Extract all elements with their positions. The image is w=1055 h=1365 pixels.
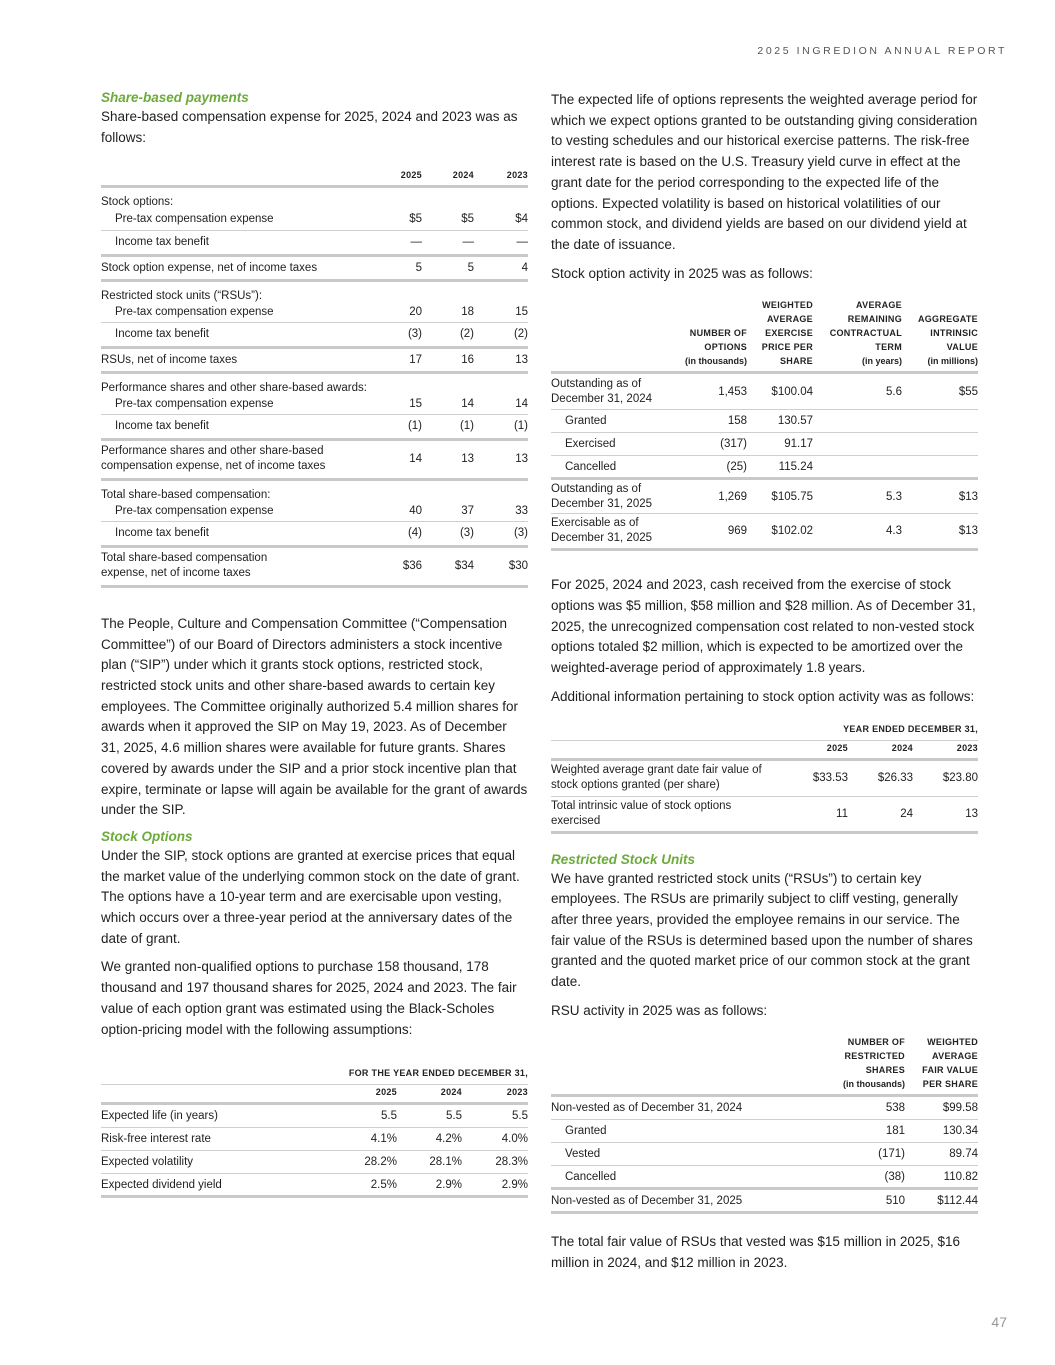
column-header-weighted-average-price: WEIGHTED AVERAGE EXERCISE PRICE PER SHARE <box>747 298 813 373</box>
compensation-expense-table <box>101 168 528 588</box>
table-section-label: Total share-based compensation: <box>101 488 271 501</box>
table-row: Granted 158 130.57 <box>551 410 978 433</box>
paragraph-additional-info: Additional information pertaining to stock option activity was as follows: <box>551 688 975 704</box>
table-header-row <box>101 168 528 187</box>
heading-share-based-payments: Share-based payments <box>101 90 249 105</box>
table-row: Total intrinsic value of stock options exercised 11 24 13 <box>551 796 978 832</box>
table-row: Pre-tax compensation expense $5 $5 $4 <box>101 208 528 230</box>
column-header-intrinsic-value: AGGREGATE INTRINSIC VALUE (in millions) <box>902 298 978 373</box>
table-section-label: Restricted stock units (“RSUs”): <box>101 289 263 302</box>
table-row-total: Total share-based compensation expense, net of income taxes $36 $34 $30 <box>101 546 528 586</box>
table-row: Pre-tax compensation expense 40 37 33 <box>101 501 528 521</box>
heading-stock-options: Stock Options <box>101 828 193 844</box>
table-row: Weighted average grant date fair value of stock options granted (per share) $33.53 $26.33 $23.80 <box>551 759 978 796</box>
table-row: Pre-tax compensation expense 20 18 15 <box>101 302 528 322</box>
right-column <box>551 90 978 1282</box>
table-row-subtotal: Outstanding as of December 31, 2025 1,269 $105.75 5.3 $13 <box>551 479 978 514</box>
left-column <box>101 90 528 1198</box>
table-row-subtotal: RSUs, net of income taxes 17 16 13 <box>101 347 528 372</box>
column-header-restricted-shares: NUMBER OF RESTRICTED SHARES (in thousands) <box>815 1035 905 1096</box>
year-header: 2025 <box>329 1085 397 1104</box>
table-row: Income tax benefit (1) (1) (1) <box>101 414 528 439</box>
table-row: Expected volatility 28.2% 28.1% 28.3% <box>101 1151 528 1174</box>
table-section-label: Performance shares and other share-based awards: <box>101 381 367 394</box>
table-row: Outstanding as of December 31, 2024 1,453 $100.04 5.6 $55 <box>551 373 978 410</box>
stock-option-activity-table <box>551 298 978 551</box>
assumptions-table <box>101 1066 528 1198</box>
year-header: 2024 <box>397 1085 462 1104</box>
table-row: Income tax benefit (3) (2) (2) <box>101 322 528 347</box>
paragraph-stock-option-activity: Stock option activity in 2025 was as follows: <box>551 265 813 281</box>
year-header: 2024 <box>422 168 474 187</box>
year-header: 2024 <box>848 740 913 759</box>
table-row-total: Exercisable as of December 31, 2025 969 $102.02 4.3 $13 <box>551 514 978 550</box>
year-header: 2023 <box>474 168 528 187</box>
table-row: Non-vested as of December 31, 2024 538 $99.58 <box>551 1096 978 1120</box>
paragraph-total-fair-value: The total fair value of RSUs that vested was $15 million in 2025, $16 million in 2024, and $12 million in 2023. <box>551 1234 960 1271</box>
column-header-remaining-term: AVERAGE REMAINING CONTRACTUAL TERM (in years) <box>813 298 902 373</box>
paragraph-share-based-intro: Share-based compensation expense for 2025, 2024 and 2023 was as follows: <box>101 109 518 145</box>
table-row: Expected life (in years) 5.5 5.5 5.5 <box>101 1104 528 1128</box>
paragraph-expected-life: The expected life of options represents the weighted average period for which we expect options granted to be outstanding giving consideration to vesting schedules and our historical exercise patterns. The risk-free interest rate is based on the U.S. Treasury yield curve in effect at the grant date for the period corresponding to the expected life of the options. Expected volatility is based on historical volatilities of our common stock, and dividend yields are based on our dividend yield at the date of issuance. <box>551 92 978 252</box>
paragraph-committee: The People, Culture and Compensation Committee (“Compensation Committee”) of our Board of Directors administers a stock incentive plan (“SIP”) under which it grants stock options, restricted stock, restricted stock units and other share-based awards to certain key employees. The Committee originally authorized 5.4 million shares for awards when it approved the SIP on May 19, 2023. As of December 31, 2025, 4.6 million shares were available for future grants. Shares covered by awards under the SIP and a prior stock incentive plan that expire, terminate or lapse will again be available for the grant of awards under the SIP. <box>101 615 528 818</box>
table-header-row <box>101 1085 528 1104</box>
paragraph-stock-options-1: Under the SIP, stock options are granted at exercise prices that equal the market value of the underlying common stock on the date of grant. The options have a 10-year term and are exercisable upon vesting, which occurs over a three-year period at the anniversary dates of the date of grant. <box>101 847 520 946</box>
table-row: Granted 181 130.34 <box>551 1120 978 1143</box>
year-header: 2023 <box>462 1085 528 1104</box>
table-row-total: Non-vested as of December 31, 2025 510 $112.44 <box>551 1189 978 1213</box>
table-row: Vested (171) 89.74 <box>551 1143 978 1166</box>
report-header: 2025 INGREDION ANNUAL REPORT <box>757 45 1007 57</box>
column-header-fair-value: WEIGHTED AVERAGE FAIR VALUE PER SHARE <box>905 1035 978 1096</box>
table-row: Income tax benefit — — — <box>101 230 528 255</box>
table-row: Pre-tax compensation expense 15 14 14 <box>101 394 528 414</box>
year-header: 2023 <box>913 740 978 759</box>
paragraph-cash-received: For 2025, 2024 and 2023, cash received from the exercise of stock options was $5 million, $58 million and $28 million. As of December 31, 2025, the unrecognized compensation cost related to non-vested stock options totaled $2 million, which is expected to be amortized over the weighted-average period of approximately 1.8 years. <box>551 577 976 676</box>
paragraph-rsu: We have granted restricted stock units (“RSUs”) to certain key employees. The RSUs are primarily subject to cliff vesting, generally after three years, provided the employee remains in our service. The fair value of the RSUs is determined based upon the number of shares granted and the quoted market price of our common stock at the grant date. <box>551 870 973 990</box>
table-section-label: Stock options: <box>101 196 174 209</box>
table-row: Expected dividend yield 2.5% 2.9% 2.9% <box>101 1174 528 1197</box>
table-row-subtotal: Performance shares and other share-based compensation expense, net of income taxes 14 13 13 <box>101 439 528 479</box>
table-header-row <box>551 298 978 373</box>
rsu-activity-table <box>551 1035 978 1214</box>
year-header: 2025 <box>786 740 848 759</box>
table-row: Income tax benefit (4) (3) (3) <box>101 521 528 546</box>
table-row: Cancelled (38) 110.82 <box>551 1166 978 1189</box>
heading-restricted-stock-units: Restricted Stock Units <box>551 851 696 867</box>
table-row: Exercised (317) 91.17 <box>551 433 978 456</box>
additional-info-table <box>551 722 978 834</box>
table-row-subtotal: Stock option expense, net of income taxes 5 5 4 <box>101 255 528 280</box>
table-header-row <box>551 740 978 759</box>
table-row: Cancelled (25) 115.24 <box>551 456 978 479</box>
assumptions-group-header: FOR THE YEAR ENDED DECEMBER 31, <box>329 1066 528 1085</box>
paragraph-rsu-activity: RSU activity in 2025 was as follows: <box>551 1002 768 1018</box>
page-number: 47 <box>991 1314 1007 1330</box>
year-header: 2025 <box>364 168 422 187</box>
column-header-number-of-options: NUMBER OF OPTIONS (in thousands) <box>669 298 747 373</box>
additional-group-header: YEAR ENDED DECEMBER 31, <box>786 722 978 741</box>
paragraph-stock-options-2: We granted non-qualified options to purchase 158 thousand, 178 thousand and 197 thousand shares for 2025, 2024 and 2023. The fair value of each option grant was estimated using the Black-Scholes option-pricing model with the following assumptions: <box>101 959 517 1037</box>
table-header-row <box>551 1035 978 1096</box>
table-row: Risk-free interest rate 4.1% 4.2% 4.0% <box>101 1128 528 1151</box>
